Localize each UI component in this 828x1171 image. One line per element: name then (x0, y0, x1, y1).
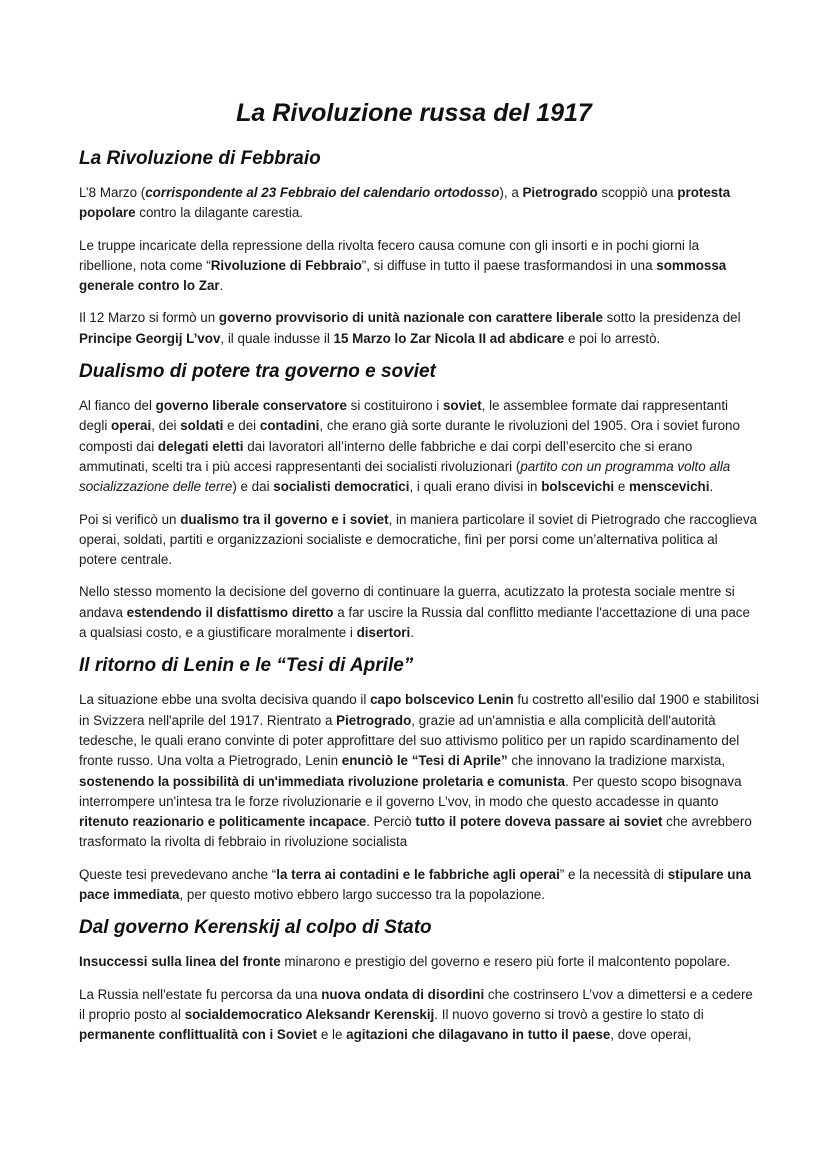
emphasis-text: Insuccessi sulla linea del fronte (79, 954, 281, 970)
emphasis-text: governo liberale conservatore (155, 398, 347, 414)
text-run: e le (317, 1027, 347, 1043)
text-run: e dei (223, 418, 260, 434)
text-run: che avrebbero trasformato la rivolta di febbraio in rivoluzione socialista (79, 814, 752, 850)
paragraph (79, 183, 759, 224)
document-body (79, 148, 759, 1058)
text-run: Poi si verificò un (79, 511, 181, 527)
emphasis-text: Pietrogrado (336, 712, 412, 728)
text-run: , dove operai, (610, 1027, 692, 1043)
text-run: Queste tesi prevedevano anche “ (79, 866, 277, 882)
heading-dualismo-potere: Dualismo di potere tra governo e soviet (79, 361, 436, 383)
text-run: , i quali erano divisi in (409, 479, 542, 495)
emphasis-text: la terra ai contadini e le fabbriche agli operai (276, 866, 560, 882)
emphasis-text: Pietrogrado (522, 185, 598, 200)
text-run: che costrinsero L’vov a dimettersi e a cedere il proprio posto al (79, 986, 753, 1022)
text-run: , grazie ad un'amnistia e alla complicità dell'autorità tedesche, le quali erano convinte di poter approfittare del suo attivismo politico per un rapido scardinamento del fronte russo. Una volta a Pietrogrado, Lenin (79, 712, 740, 769)
text-run: . (410, 625, 414, 641)
text-run: Le truppe incaricate della repressione della rivolta fecero causa comune con gli insorti e in pochi giorni la ribellione, nota come “ (79, 237, 700, 273)
text-run: . Il nuovo governo si trovò a gestire lo stato di (434, 1006, 704, 1022)
text-run: Nello stesso momento la decisione del governo di continuare la guerra, acutizzato la protesta sociale mentre si andava (79, 584, 735, 620)
text-run: a far uscire la Russia dal conflitto mediante l'accettazione di una pace a qualsiasi costo, e a giustificare moralmente i (79, 604, 750, 641)
text-run: L’8 Marzo ( (79, 185, 146, 200)
emphasis-text: 15 Marzo lo Zar Nicola II ad abdicare (333, 330, 565, 346)
paragraph (79, 952, 759, 972)
emphasis-text: contadini (259, 418, 320, 434)
text-run: . Per questo scopo bisognava interrompere un'intesa tra le forze rivoluzionarie e il governo L’vov, in modo che questo accadesse in quanto (79, 773, 742, 809)
section-3 (79, 655, 759, 905)
section-2 (79, 361, 759, 643)
text-run: . Perciò (366, 814, 416, 830)
text-run: , per questo motivo ebbero largo successo tra la popolazione. (179, 887, 545, 903)
text-run: , dei (151, 418, 181, 434)
emphasis-text: Rivoluzione di Febbraio (210, 257, 362, 273)
text-run: La Russia nell'estate fu percorsa da una (79, 986, 322, 1002)
emphasis-text: enunciò le “Tesi di Aprile” (341, 753, 508, 769)
emphasis-text: soviet (442, 398, 482, 414)
text-run: scoppiò una (597, 185, 678, 200)
text-run: fu costretto all'esilio dal 1900 e stabilitosi in Svizzera nell'aprile del 1917. Rientrato a (79, 692, 759, 728)
heading-governo-kerenskij: Dal governo Kerenskij al colpo di Stato (79, 917, 432, 939)
text-run: Il 12 Marzo si formò un (79, 310, 219, 326)
emphasis-text: stipulare una pace immediata (79, 866, 752, 903)
text-run: , che erano già sorte durante le rivoluzioni del 1905. Ora i soviet furono composti dai (79, 418, 740, 454)
emphasis-text: permanente conflittualità con i Soviet (79, 1027, 318, 1043)
emphasis-text: sostenendo la possibilità di un'immediata rivoluzione proletaria e comunista (79, 773, 566, 789)
emphasis-text: socialisti democratici (273, 479, 410, 495)
paragraph (79, 690, 759, 852)
text-run: e (614, 479, 630, 495)
emphasis-text: socialdemocratico Aleksandr Kerenskij (184, 1006, 435, 1022)
heading-rivoluzione-febbraio: La Rivoluzione di Febbraio (79, 148, 321, 169)
emphasis-text: agitazioni che dilagavano in tutto il paese (346, 1027, 611, 1043)
emphasis-text: corrispondente al 23 Febbraio del calendario ortodosso (145, 185, 500, 200)
emphasis-text: tutto il potere doveva passare ai soviet (415, 814, 663, 830)
text-run: dai lavoratori all’interno delle fabbriche e dai corpi dell’esercito che si erano ammutinati, scelti tra i più accesi rappresentanti dei socialisti rivoluzionari ( (79, 438, 693, 474)
paragraph (79, 396, 759, 497)
text-run: , le assemblee formate dai rappresentanti degli (79, 398, 729, 434)
paragraph (79, 985, 759, 1046)
text-run: , il quale indusse il (220, 330, 334, 346)
emphasis-text: disertori (356, 625, 411, 641)
text-run: si costituirono i (346, 398, 443, 414)
section-4 (79, 917, 759, 1045)
paragraph (79, 582, 759, 643)
emphasis-text: governo provvisorio di unità nazionale con carattere liberale (218, 310, 603, 326)
text-run: , in maniera particolare il soviet di Pietrogrado che raccoglieva operai, soldati, partiti e organizzazioni socialiste e democratiche, finì per porsi come un’alternativa politica al potere centrale. (79, 511, 758, 568)
text-run: sotto la presidenza del (602, 310, 741, 326)
emphasis-text: protesta popolare (79, 185, 731, 221)
emphasis-text: partito con un programma volto alla socializzazione delle terre (79, 458, 731, 495)
heading-ritorno-lenin: Il ritorno di Lenin e le “Tesi di Aprile” (79, 655, 414, 677)
page-title: La Rivoluzione russa del 1917 (236, 99, 592, 127)
emphasis-text: soldati (180, 418, 224, 434)
paragraph (79, 308, 759, 349)
paragraph (79, 865, 759, 906)
text-run: ”, si diffuse in tutto il paese trasformandosi in una (361, 257, 657, 273)
emphasis-text: capo bolscevico Lenin (370, 692, 514, 708)
emphasis-text: operai (111, 418, 152, 434)
section-1 (79, 148, 759, 349)
text-run: La situazione ebbe una svolta decisiva quando il (79, 692, 371, 708)
text-run: . (709, 479, 714, 495)
text-run: contro la dilagante carestia. (135, 205, 304, 221)
emphasis-text: bolscevichi (541, 479, 615, 495)
text-run: ” e la necessità di (559, 866, 668, 882)
text-run: . (219, 278, 224, 294)
text-run: Al fianco del (79, 398, 156, 414)
emphasis-text: Principe Georgij L’vov (79, 330, 221, 346)
paragraph (79, 510, 759, 571)
emphasis-text: menscevichi (629, 479, 710, 495)
emphasis-text: delegati eletti (157, 438, 244, 454)
text-run: ), a (499, 185, 523, 200)
emphasis-text: estendendo il disfattismo diretto (126, 604, 334, 620)
emphasis-text: ritenuto reazionario e politicamente incapace (79, 814, 367, 830)
emphasis-text: nuova ondata di disordini (321, 986, 485, 1002)
text-run: e poi lo arrestò. (564, 330, 661, 346)
text-run: minarono e prestigio del governo e resero più forte il malcontento popolare. (280, 954, 731, 970)
emphasis-text: sommossa generale contro lo Zar (79, 257, 727, 294)
paragraph (79, 236, 759, 297)
text-run: ) e dai (232, 479, 274, 495)
text-run: che innovano la tradizione marxista, (507, 753, 726, 769)
emphasis-text: dualismo tra il governo e i soviet (180, 511, 389, 527)
